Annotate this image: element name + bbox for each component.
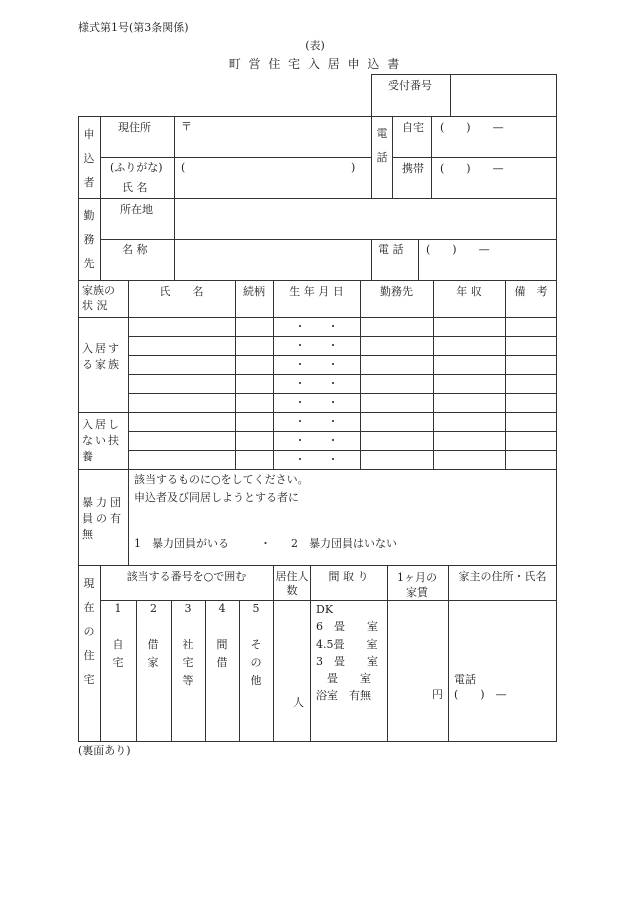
- current-housing-label: 現在の住宅: [83, 577, 95, 686]
- owner-header: 家主の住所・氏名: [458, 570, 547, 583]
- housing-option-1-number[interactable]: 1: [114, 602, 122, 615]
- family-col-birthdate: 生 年 月 日: [289, 285, 344, 298]
- group-nyukyo-text: 入居する家族: [82, 342, 121, 371]
- housing-option-4-number[interactable]: 4: [218, 602, 226, 615]
- madori-line-dk: DK: [316, 603, 334, 616]
- birthdate-dots: ・ ・: [294, 320, 339, 333]
- applicant-section-label: 申込者: [83, 128, 95, 189]
- birthdate-dots: ・ ・: [294, 453, 339, 466]
- rent-header: [392, 570, 442, 600]
- phone-label: 電話: [376, 127, 388, 164]
- home-phone-field[interactable]: ( ) —: [440, 121, 504, 134]
- boryoku-instruction-1: 該当するものに○をしてください。: [134, 473, 309, 486]
- housing-option-3-number[interactable]: 3: [184, 602, 192, 615]
- omote-label: (表): [305, 39, 325, 52]
- residents-header: [274, 570, 310, 598]
- person-unit: 人: [293, 696, 304, 709]
- housing-option-5-text[interactable]: その他: [250, 638, 262, 687]
- rent-header-text: 1ヶ月の家賃: [397, 571, 437, 599]
- mobile-phone-field[interactable]: ( ) —: [440, 162, 504, 175]
- boryoku-label: [82, 495, 126, 543]
- madori-line-4-5: 4.5畳 室: [316, 638, 378, 651]
- receipt-number-field[interactable]: [451, 75, 556, 116]
- group-nyukyo-label: [82, 341, 126, 373]
- birthdate-dots: ・ ・: [294, 396, 339, 409]
- birthdate-dots: ・ ・: [294, 434, 339, 447]
- housing-option-4-text[interactable]: 間 借: [216, 638, 239, 669]
- boryoku-option-2[interactable]: 2 暴力団員はいない: [291, 537, 397, 550]
- page-title: 町 営 住 宅 入 居 申 込 書: [228, 57, 402, 71]
- family-col-income: 年 収: [456, 285, 482, 298]
- work-location-label: 所在地: [120, 203, 153, 216]
- name-label: 氏 名: [122, 181, 148, 194]
- housing-option-1-text[interactable]: 自 宅: [112, 638, 135, 669]
- family-col-name: 氏 名: [159, 285, 204, 298]
- birthdate-dots: ・ ・: [294, 358, 339, 371]
- work-name-field[interactable]: [175, 240, 370, 279]
- yen-unit: 円: [432, 688, 443, 701]
- family-header-line1: 家族の: [82, 284, 115, 297]
- housing-option-2-number[interactable]: 2: [150, 602, 157, 615]
- group-fuyou-label: [82, 417, 126, 465]
- furigana-paren-close: ): [351, 161, 356, 174]
- rent-field[interactable]: [388, 601, 447, 741]
- furigana-label: (ふりがな): [110, 161, 163, 174]
- owner-field[interactable]: [449, 601, 556, 671]
- birthdate-dots: ・ ・: [294, 377, 339, 390]
- madori-line-bath: 浴室 有無: [316, 689, 371, 702]
- form-number: 様式第1号(第3条関係): [78, 21, 189, 34]
- madori-line-blank: 畳 室: [316, 672, 371, 685]
- boryoku-separator: ・: [260, 537, 271, 550]
- work-phone-label: 電 話: [378, 243, 404, 256]
- group-fuyou-text: 入居しない扶養: [82, 418, 121, 463]
- address-label: 現住所: [118, 121, 151, 134]
- mobile-phone-label: 携帯: [402, 162, 424, 175]
- family-col-notes: 備 考: [514, 285, 548, 298]
- birthdate-dots: ・ ・: [294, 339, 339, 352]
- boryoku-option-1[interactable]: 1 暴力団員がいる: [134, 537, 229, 550]
- family-col-workplace: 勤務先: [380, 285, 413, 298]
- family-col-relation: 続柄: [243, 285, 265, 298]
- furigana-paren-open: (: [181, 161, 186, 174]
- boryoku-instruction-2: 申込者及び同居しようとする者に: [134, 491, 299, 504]
- madori-line-6: 6 畳 室: [316, 620, 378, 633]
- work-location-field[interactable]: [175, 199, 556, 238]
- madori-line-3: 3 畳 室: [316, 655, 378, 668]
- boryoku-label-text: 暴力団員の有無: [82, 496, 124, 541]
- address-field[interactable]: [192, 118, 370, 156]
- receipt-number-label: 受付番号: [388, 79, 432, 92]
- work-name-label: 名 称: [122, 243, 148, 256]
- housing-option-3-text[interactable]: 社宅等: [182, 638, 194, 687]
- housing-option-5-number[interactable]: 5: [252, 602, 260, 615]
- circle-number-header: 該当する番号を○で囲む: [126, 570, 247, 583]
- owner-phone-field[interactable]: ( ) —: [454, 688, 507, 701]
- madori-header: 間 取 り: [328, 570, 369, 583]
- work-phone-field[interactable]: ( ) —: [426, 243, 490, 256]
- name-field[interactable]: [175, 158, 370, 197]
- postal-mark: 〒: [181, 120, 192, 133]
- residents-count-field[interactable]: [274, 601, 309, 741]
- reverse-side-note: (裏面あり): [78, 744, 131, 757]
- family-header-line2: 状 況: [82, 299, 108, 312]
- home-phone-label: 自宅: [402, 121, 424, 134]
- work-section-label: 勤務先: [83, 209, 95, 270]
- birthdate-dots: ・ ・: [294, 415, 339, 428]
- owner-phone-label: 電話: [454, 673, 476, 686]
- housing-option-2-text[interactable]: 借 家: [147, 638, 170, 669]
- residents-header-text: 居住人数: [275, 570, 309, 597]
